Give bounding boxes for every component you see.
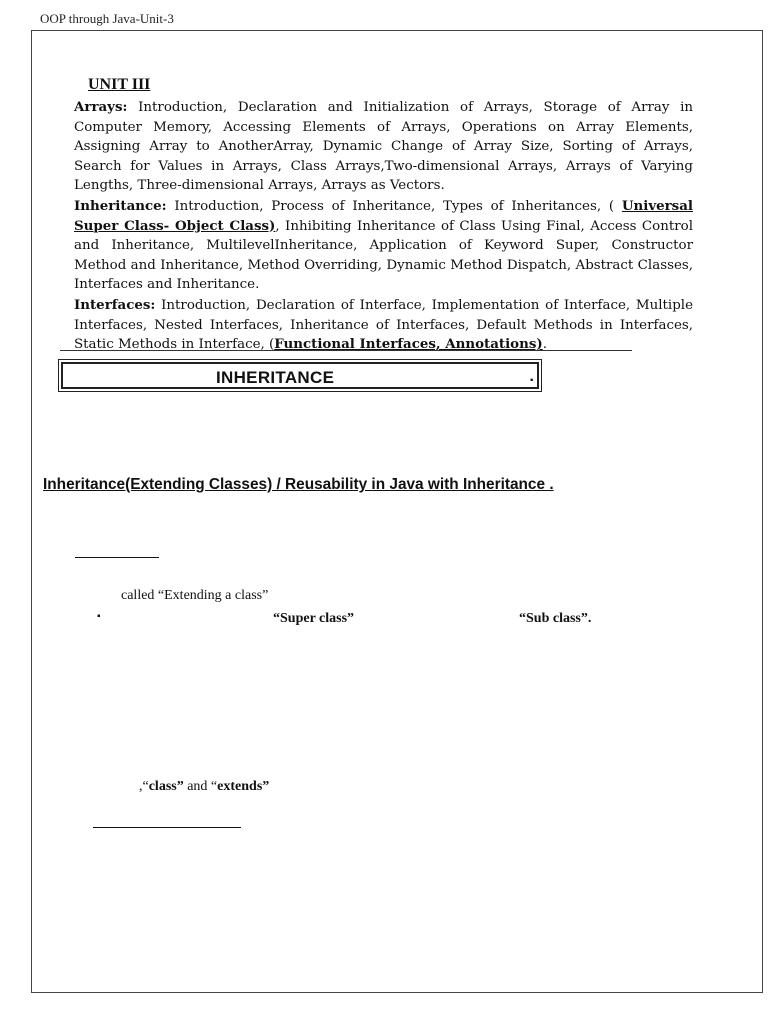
inheritance-label: Inheritance: bbox=[74, 197, 167, 214]
sub-class-term: “Sub class”. bbox=[519, 611, 592, 626]
interfaces-text-after: . bbox=[542, 337, 547, 353]
banner-inner-frame bbox=[61, 362, 539, 389]
banner-title: INHERITANCE bbox=[216, 368, 335, 387]
short-underline-rule-lower bbox=[93, 827, 241, 828]
running-header: OOP through Java-Unit-3 bbox=[40, 11, 174, 26]
arrays-label: Arrays: bbox=[74, 99, 128, 115]
syllabus-arrays bbox=[74, 98, 693, 196]
unit-title: UNIT III bbox=[88, 76, 151, 93]
inheritance-highlight: Universal Super Class- Object Class) bbox=[74, 197, 693, 234]
banner-trailing-dot: . bbox=[529, 368, 534, 385]
keyword-class: class” bbox=[148, 779, 184, 794]
syllabus-inheritance bbox=[74, 197, 693, 295]
short-underline-rule bbox=[75, 557, 159, 558]
horizontal-rule bbox=[60, 350, 632, 351]
super-class-term: “Super class” bbox=[273, 611, 355, 626]
interfaces-text-before: Introduction, Declaration of Interface, Implementation of Interface, Multiple Interfaces, Nested Interfaces, Inheritance of Interfaces, Default Methods in Interfaces, Static Methods in Interface, ( bbox=[74, 297, 693, 353]
inheritance-text-after: , Inhibiting Inheritance of Class Using Final, Access Control and Inheritance, MultilevelInheritance, Application of Keyword Super, Constructor Method and Inheritance, Method Overriding, Dynamic Method Dispatch, Abstract Classes, Interfaces and Inheritance. bbox=[74, 218, 693, 293]
inheritance-banner bbox=[58, 359, 542, 392]
section-heading: Inheritance(Extending Classes) / Reusability in Java with Inheritance . bbox=[43, 476, 554, 493]
keywords-and: and “ bbox=[183, 779, 218, 794]
interfaces-highlight: Functional Interfaces, Annotations) bbox=[274, 336, 543, 353]
keywords-prefix: ,“ bbox=[139, 779, 149, 794]
inheritance-text-before: Introduction, Process of Inheritance, Types of Inheritances, ( bbox=[166, 198, 622, 214]
interfaces-label: Interfaces: bbox=[74, 296, 156, 313]
keywords-fragment bbox=[139, 779, 269, 795]
syllabus-block bbox=[74, 98, 693, 356]
extending-class-fragment: called “Extending a class” bbox=[121, 588, 269, 603]
keyword-extends: extends” bbox=[217, 779, 270, 794]
square-bullet-icon: ▪ bbox=[97, 611, 101, 622]
syllabus-interfaces bbox=[74, 296, 693, 355]
arrays-text: Introduction, Declaration and Initialization of Arrays, Storage of Array in Computer Memory, Accessing Elements of Arrays, Operations on Array Elements, Assigning Array to AnotherArray, Dynamic Change of Array Size, Sorting of Arrays, Search for Values in Arrays, Class Arrays,Two-dimensional Arrays, Arrays of Varying Lengths, Three-dimensional Arrays, Arrays as Vectors. bbox=[74, 100, 693, 194]
